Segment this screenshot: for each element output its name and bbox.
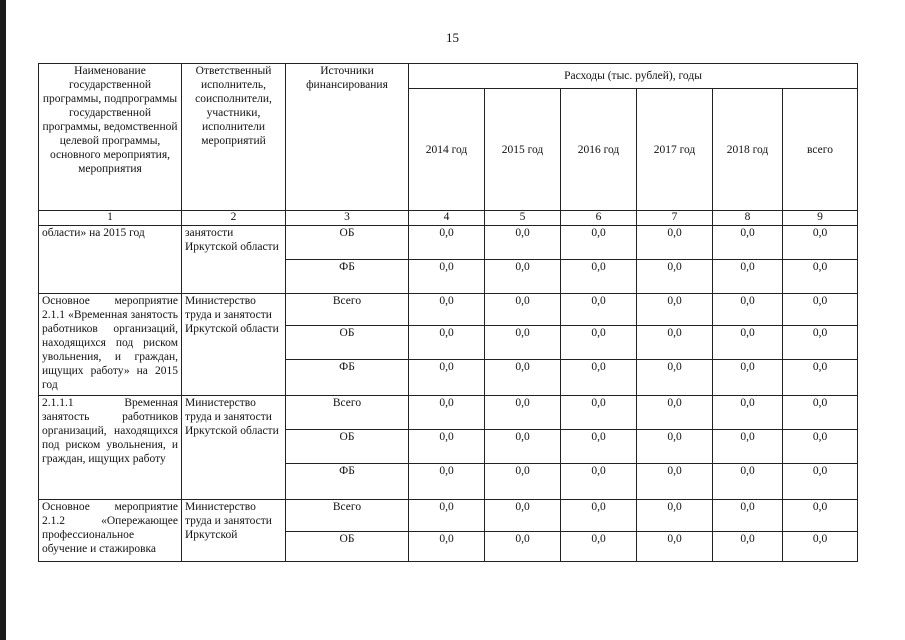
funding-source: ФБ bbox=[286, 464, 409, 500]
value-cell: 0,0 bbox=[713, 532, 783, 562]
value-cell: 0,0 bbox=[485, 326, 561, 360]
funding-source: Всего bbox=[286, 396, 409, 430]
header-expenses: Расходы (тыс. рублей), годы bbox=[409, 64, 858, 89]
value-cell: 0,0 bbox=[637, 360, 713, 396]
value-cell: 0,0 bbox=[561, 226, 637, 260]
value-cell: 0,0 bbox=[561, 532, 637, 562]
table-row bbox=[39, 226, 858, 260]
value-cell: 0,0 bbox=[713, 294, 783, 326]
value-cell: 0,0 bbox=[485, 260, 561, 294]
value-cell: 0,0 bbox=[637, 226, 713, 260]
value-cell: 0,0 bbox=[561, 396, 637, 430]
value-cell: 0,0 bbox=[783, 464, 858, 500]
value-cell: 0,0 bbox=[409, 500, 485, 532]
funding-source: Всего bbox=[286, 294, 409, 326]
value-cell: 0,0 bbox=[783, 360, 858, 396]
value-cell: 0,0 bbox=[783, 500, 858, 532]
value-cell: 0,0 bbox=[561, 260, 637, 294]
activity-name: Основное мероприятие 2.1.1 «Временная занятость работников организаций, находящихся под риском увольнения, и граждан, ищущих работу» на 2015 год bbox=[39, 294, 182, 396]
value-cell: 0,0 bbox=[637, 260, 713, 294]
column-number: 3 bbox=[286, 211, 409, 226]
funding-source: ФБ bbox=[286, 260, 409, 294]
value-cell: 0,0 bbox=[637, 532, 713, 562]
header-year: 2017 год bbox=[637, 89, 713, 211]
value-cell: 0,0 bbox=[561, 326, 637, 360]
column-number: 2 bbox=[182, 211, 286, 226]
value-cell: 0,0 bbox=[637, 294, 713, 326]
value-cell: 0,0 bbox=[713, 260, 783, 294]
responsible-executor: Министерство труда и занятости Иркутской области bbox=[182, 294, 286, 396]
funding-source: ФБ bbox=[286, 360, 409, 396]
activity-name: Основное мероприятие 2.1.2 «Опережающее профессиональное обучение и стажировка bbox=[39, 500, 182, 562]
header-row-1 bbox=[39, 64, 858, 89]
value-cell: 0,0 bbox=[409, 294, 485, 326]
header-year: 2018 год bbox=[713, 89, 783, 211]
value-cell: 0,0 bbox=[409, 260, 485, 294]
value-cell: 0,0 bbox=[637, 326, 713, 360]
value-cell: 0,0 bbox=[713, 360, 783, 396]
value-cell: 0,0 bbox=[485, 360, 561, 396]
value-cell: 0,0 bbox=[713, 500, 783, 532]
value-cell: 0,0 bbox=[783, 226, 858, 260]
responsible-executor: Министерство труда и занятости Иркутской bbox=[182, 500, 286, 562]
value-cell: 0,0 bbox=[783, 430, 858, 464]
funding-source: ОБ bbox=[286, 326, 409, 360]
header-year: всего bbox=[783, 89, 858, 211]
value-cell: 0,0 bbox=[409, 360, 485, 396]
column-number: 6 bbox=[561, 211, 637, 226]
responsible-executor: Министерство труда и занятости Иркутской области bbox=[182, 396, 286, 500]
value-cell: 0,0 bbox=[561, 464, 637, 500]
header-year: 2016 год bbox=[561, 89, 637, 211]
funding-source: ОБ bbox=[286, 532, 409, 562]
value-cell: 0,0 bbox=[637, 500, 713, 532]
value-cell: 0,0 bbox=[637, 464, 713, 500]
funding-source: Всего bbox=[286, 500, 409, 532]
value-cell: 0,0 bbox=[783, 260, 858, 294]
value-cell: 0,0 bbox=[409, 326, 485, 360]
value-cell: 0,0 bbox=[783, 396, 858, 430]
column-number: 9 bbox=[783, 211, 858, 226]
responsible-executor: занятости Иркутской области bbox=[182, 226, 286, 294]
value-cell: 0,0 bbox=[485, 294, 561, 326]
value-cell: 0,0 bbox=[485, 396, 561, 430]
column-number: 8 bbox=[713, 211, 783, 226]
page-number: 15 bbox=[446, 30, 459, 45]
value-cell: 0,0 bbox=[485, 226, 561, 260]
value-cell: 0,0 bbox=[485, 532, 561, 562]
value-cell: 0,0 bbox=[713, 326, 783, 360]
value-cell: 0,0 bbox=[713, 430, 783, 464]
header-name: Наименование государственной программы, подпрограммы государственной программы, ведомственной целевой программы, основного мероприятия, мероприятия bbox=[39, 64, 182, 211]
column-number: 7 bbox=[637, 211, 713, 226]
value-cell: 0,0 bbox=[713, 396, 783, 430]
table-row bbox=[39, 396, 858, 430]
value-cell: 0,0 bbox=[783, 326, 858, 360]
table-row bbox=[39, 294, 858, 326]
budget-table bbox=[38, 63, 858, 562]
value-cell: 0,0 bbox=[783, 294, 858, 326]
column-number: 4 bbox=[409, 211, 485, 226]
activity-name: 2.1.1.1 Временная занятость работников организаций, находящихся под риском увольнения, и граждан, ищущих работу bbox=[39, 396, 182, 500]
value-cell: 0,0 bbox=[485, 500, 561, 532]
column-number: 5 bbox=[485, 211, 561, 226]
value-cell: 0,0 bbox=[561, 360, 637, 396]
scan-edge bbox=[0, 0, 6, 640]
header-source: Источники финансирования bbox=[286, 64, 409, 211]
value-cell: 0,0 bbox=[409, 464, 485, 500]
column-number: 1 bbox=[39, 211, 182, 226]
value-cell: 0,0 bbox=[713, 464, 783, 500]
table-row bbox=[39, 500, 858, 532]
value-cell: 0,0 bbox=[783, 532, 858, 562]
funding-source: ОБ bbox=[286, 226, 409, 260]
header-year: 2015 год bbox=[485, 89, 561, 211]
value-cell: 0,0 bbox=[409, 532, 485, 562]
value-cell: 0,0 bbox=[409, 430, 485, 464]
value-cell: 0,0 bbox=[409, 396, 485, 430]
value-cell: 0,0 bbox=[409, 226, 485, 260]
column-numbers-row bbox=[39, 211, 858, 226]
value-cell: 0,0 bbox=[485, 464, 561, 500]
value-cell: 0,0 bbox=[485, 430, 561, 464]
value-cell: 0,0 bbox=[561, 430, 637, 464]
value-cell: 0,0 bbox=[637, 396, 713, 430]
activity-name: области» на 2015 год bbox=[39, 226, 182, 294]
header-year: 2014 год bbox=[409, 89, 485, 211]
value-cell: 0,0 bbox=[561, 500, 637, 532]
funding-source: ОБ bbox=[286, 430, 409, 464]
header-responsible: Ответственный исполнитель, соисполнители, участники, исполнители мероприятий bbox=[182, 64, 286, 211]
value-cell: 0,0 bbox=[713, 226, 783, 260]
value-cell: 0,0 bbox=[561, 294, 637, 326]
value-cell: 0,0 bbox=[637, 430, 713, 464]
